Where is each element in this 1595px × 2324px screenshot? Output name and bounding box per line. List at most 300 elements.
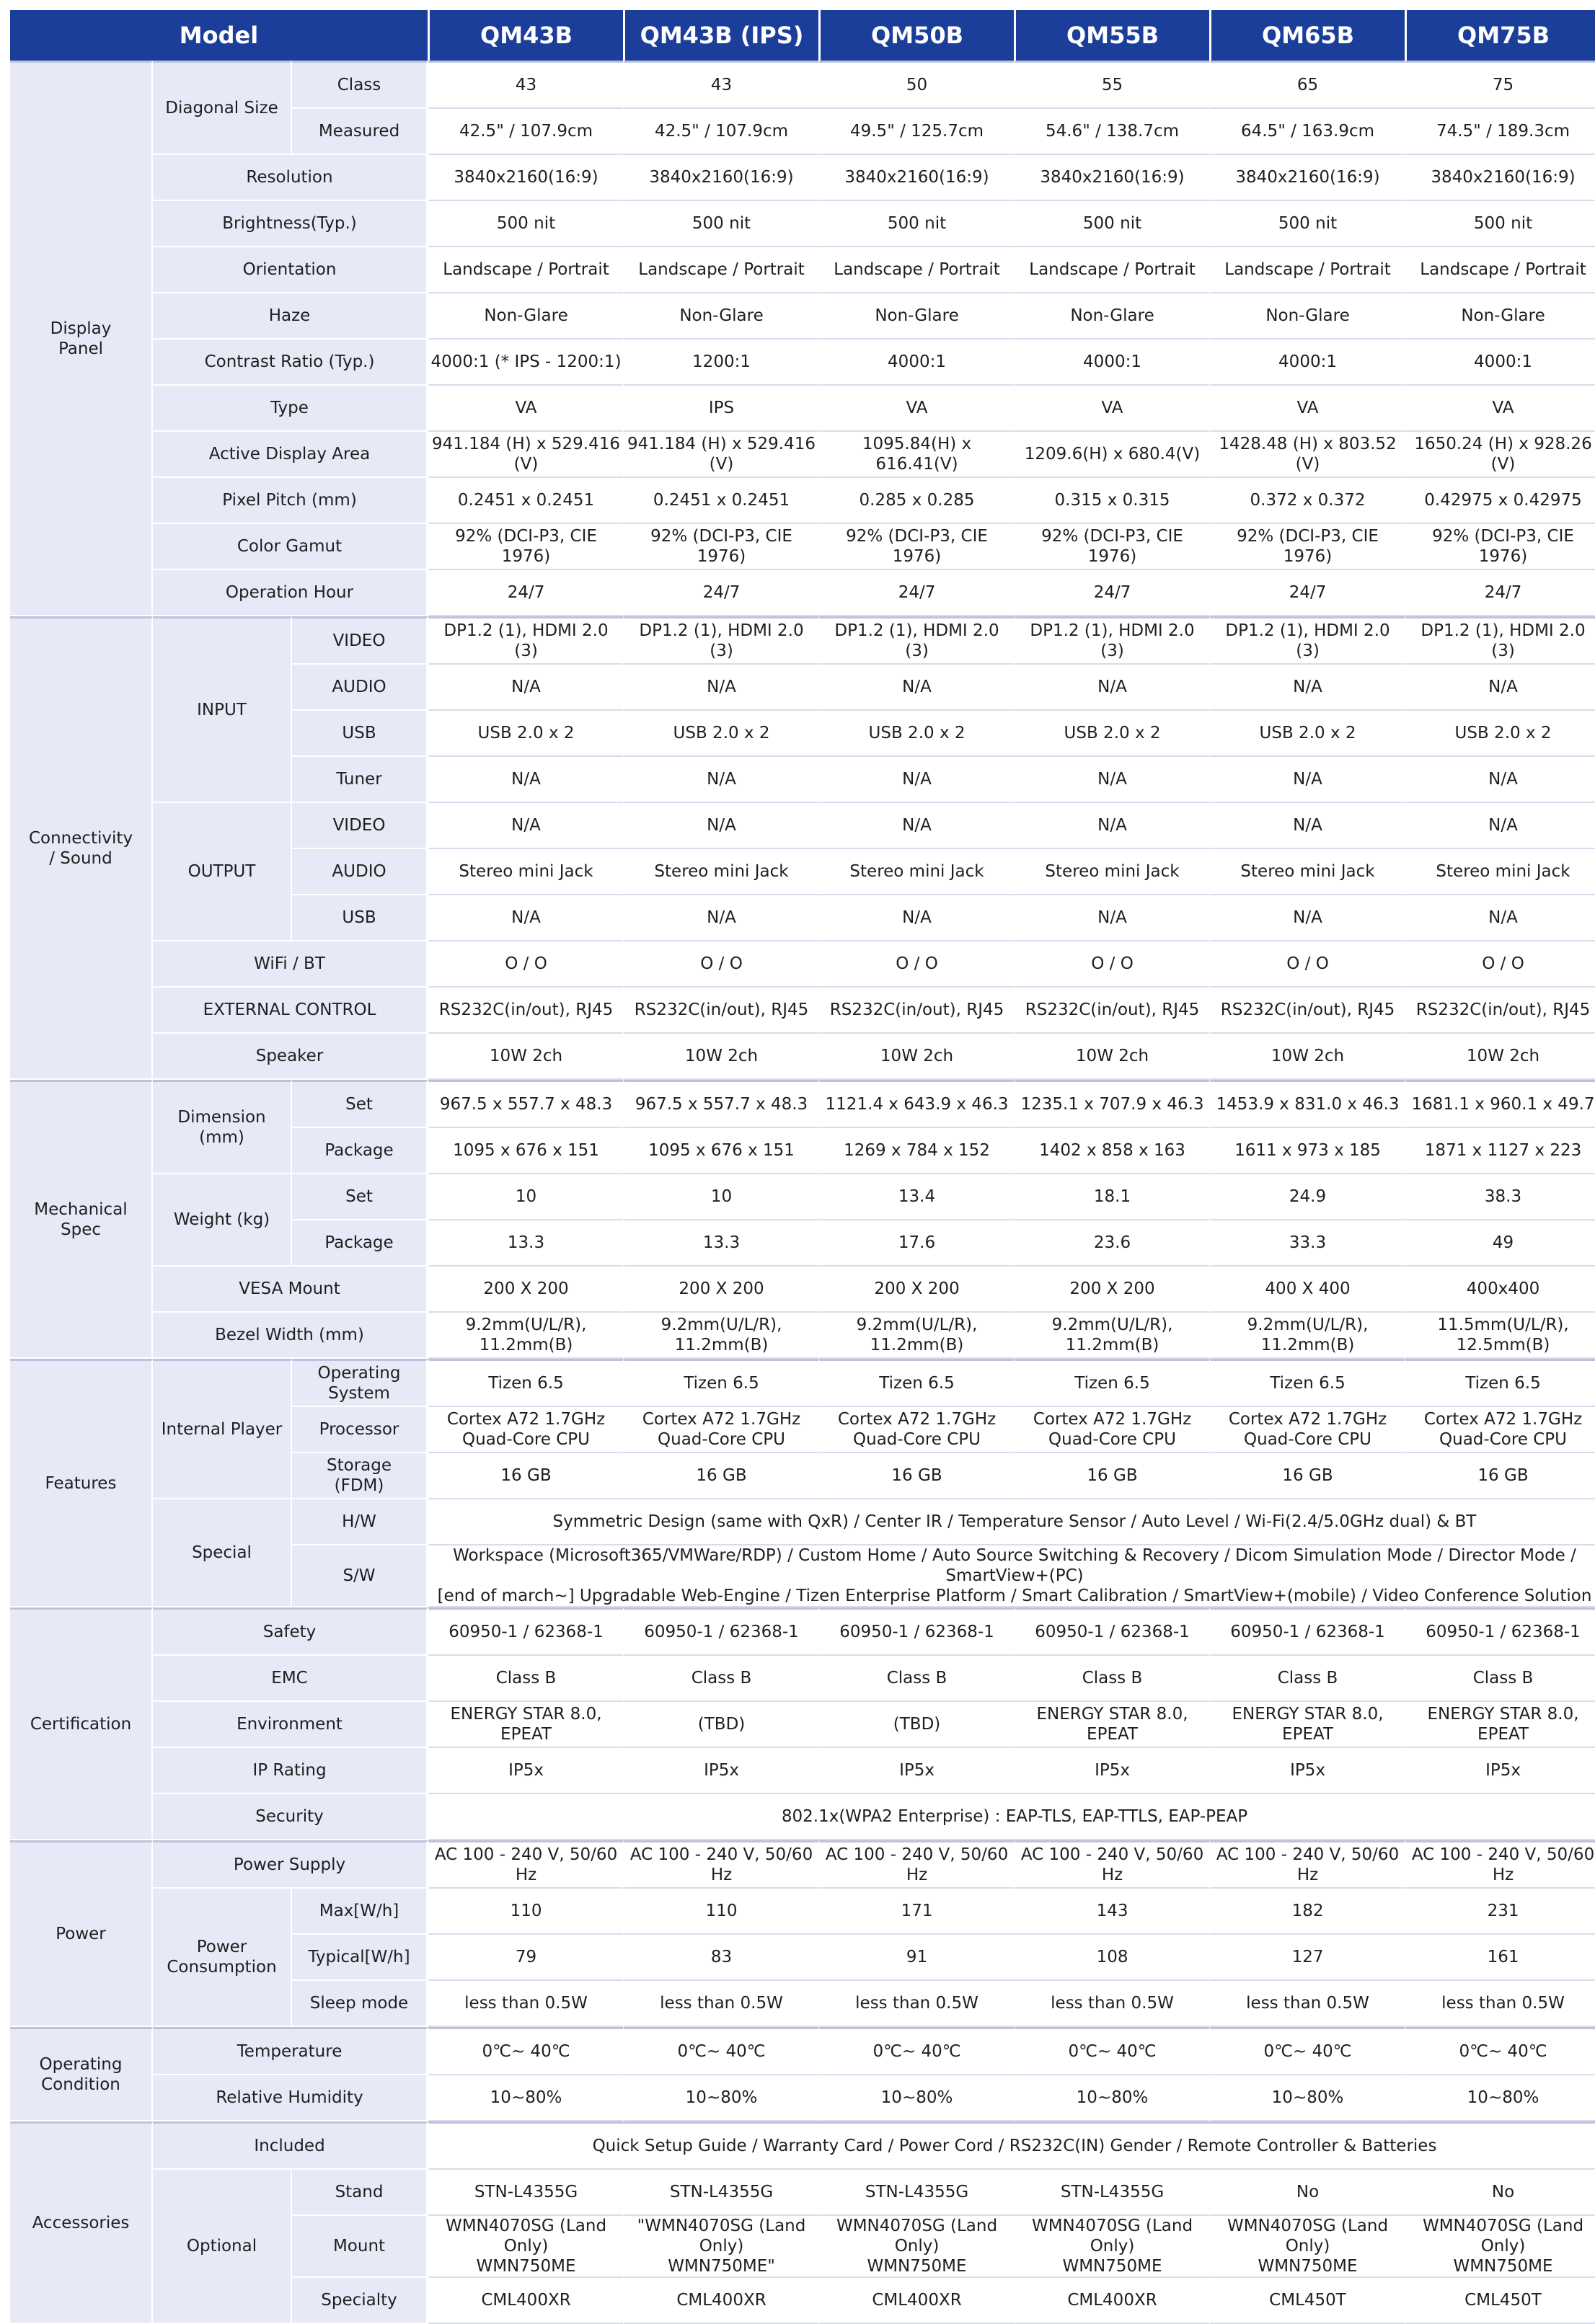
value-cell: 1650.24 (H) x 928.26 (V) (1405, 432, 1595, 478)
spec-label: Operation Hour (153, 570, 428, 616)
value-cell: N/A (1209, 895, 1405, 941)
value-cell: VA (1209, 386, 1405, 432)
spec-label: EXTERNAL CONTROL (153, 988, 428, 1034)
value-cell: VA (818, 386, 1014, 432)
spec-label: Included (153, 2121, 428, 2170)
sub-label: Max[W/h] (292, 1889, 428, 1935)
model-name: QM75B (1405, 10, 1595, 61)
value-cell: IP5x (1014, 1748, 1209, 1794)
table-row (10, 2027, 1595, 2075)
value-cell: 92% (DCI-P3, CIE 1976) (428, 524, 623, 570)
value-cell: O / O (1014, 941, 1209, 988)
spec-label: Safety (153, 1607, 428, 1656)
value-cell: 110 (623, 1889, 818, 1935)
value-cell: 0℃~ 40℃ (428, 2027, 623, 2075)
value-cell: 91 (818, 1935, 1014, 1981)
value-cell: WMN4070SG (Land Only) WMN750ME (1209, 2216, 1405, 2278)
value-cell: 9.2mm(U/L/R), 11.2mm(B) (623, 1313, 818, 1359)
value-cell: Class B (818, 1656, 1014, 1702)
value-cell: Tizen 6.5 (1014, 1359, 1209, 1407)
value-cell: 182 (1209, 1889, 1405, 1935)
value-cell: 60950-1 / 62368-1 (428, 1607, 623, 1656)
value-cell: USB 2.0 x 2 (818, 711, 1014, 757)
value-cell: CML400XR (1014, 2278, 1209, 2324)
value-cell: N/A (1209, 665, 1405, 711)
merged-value-cell: Workspace (Microsoft365/VMWare/RDP) / Custom Home / Auto Source Switching & Recovery / Dicom Simulation Mode / Director Mode / SmartView+(PC) [end of march~] Upgradable Web-Engine / Tizen Enterprise Platform / Smart Calibration / SmartView+(mobile) / Video Conference Solution (428, 1545, 1595, 1607)
value-cell: N/A (428, 803, 623, 849)
value-cell: 83 (623, 1935, 818, 1981)
value-cell: 500 nit (1405, 201, 1595, 247)
value-cell: 1453.9 x 831.0 x 46.3 (1209, 1080, 1405, 1128)
value-cell: 50 (818, 61, 1014, 109)
value-cell: 941.184 (H) x 529.416 (V) (428, 432, 623, 478)
value-cell: 0.2451 x 0.2451 (428, 478, 623, 524)
value-cell: Landscape / Portrait (1014, 247, 1209, 293)
value-cell: 92% (DCI-P3, CIE 1976) (1209, 524, 1405, 570)
table-body (10, 61, 1595, 2324)
value-cell: 0.315 x 0.315 (1014, 478, 1209, 524)
table-row (10, 432, 1595, 478)
value-cell: N/A (623, 665, 818, 711)
spec-label: Color Gamut (153, 524, 428, 570)
value-cell: Tizen 6.5 (818, 1359, 1014, 1407)
value-cell: Non-Glare (1209, 293, 1405, 340)
value-cell: 16 GB (818, 1453, 1014, 1499)
value-cell: CML400XR (428, 2278, 623, 2324)
value-cell: AC 100 - 240 V, 50/60 Hz (1209, 1840, 1405, 1889)
table-row (10, 1702, 1595, 1748)
value-cell: 1095 x 676 x 151 (623, 1128, 818, 1174)
value-cell: Non-Glare (623, 293, 818, 340)
spec-label: VESA Mount (153, 1267, 428, 1313)
value-cell: less than 0.5W (1209, 1981, 1405, 2027)
value-cell: 79 (428, 1935, 623, 1981)
value-cell: 400 X 400 (1209, 1267, 1405, 1313)
value-cell: 3840x2160(16:9) (1209, 155, 1405, 201)
table-row (10, 478, 1595, 524)
value-cell: 967.5 x 557.7 x 48.3 (623, 1080, 818, 1128)
value-cell: IP5x (623, 1748, 818, 1794)
value-cell: 43 (623, 61, 818, 109)
value-cell: 16 GB (1209, 1453, 1405, 1499)
value-cell: ENERGY STAR 8.0, EPEAT (1014, 1702, 1209, 1748)
table-row (10, 155, 1595, 201)
value-cell: Class B (623, 1656, 818, 1702)
value-cell: RS232C(in/out), RJ45 (1209, 988, 1405, 1034)
value-cell: N/A (428, 757, 623, 803)
value-cell: Cortex A72 1.7GHz Quad-Core CPU (1405, 1407, 1595, 1453)
sub-label: Package (292, 1220, 428, 1267)
table-row (10, 2170, 1595, 2216)
value-cell: 0.372 x 0.372 (1209, 478, 1405, 524)
sub-label: H/W (292, 1499, 428, 1545)
sub-label: Set (292, 1080, 428, 1128)
spec-label: Orientation (153, 247, 428, 293)
value-cell: 65 (1209, 61, 1405, 109)
value-cell: 60950-1 / 62368-1 (623, 1607, 818, 1656)
value-cell: 3840x2160(16:9) (818, 155, 1014, 201)
value-cell: DP1.2 (1), HDMI 2.0 (3) (428, 616, 623, 665)
value-cell: 75 (1405, 61, 1595, 109)
value-cell: N/A (818, 803, 1014, 849)
value-cell: N/A (818, 895, 1014, 941)
model-header: Model (10, 10, 428, 61)
table-row (10, 2075, 1595, 2121)
spec-label: Relative Humidity (153, 2075, 428, 2121)
value-cell: 49.5" / 125.7cm (818, 109, 1014, 155)
value-cell: Non-Glare (1014, 293, 1209, 340)
value-cell: 60950-1 / 62368-1 (1405, 1607, 1595, 1656)
value-cell: 1402 x 858 x 163 (1014, 1128, 1209, 1174)
value-cell: N/A (1405, 757, 1595, 803)
value-cell: 1200:1 (623, 340, 818, 386)
section-label: Certification (10, 1607, 153, 1840)
sub-label: Operating System (292, 1359, 428, 1407)
value-cell: 10W 2ch (623, 1034, 818, 1080)
value-cell: less than 0.5W (428, 1981, 623, 2027)
table-row (10, 386, 1595, 432)
value-cell: 161 (1405, 1935, 1595, 1981)
value-cell: Cortex A72 1.7GHz Quad-Core CPU (1209, 1407, 1405, 1453)
table-row (10, 803, 1595, 849)
value-cell: STN-L4355G (1014, 2170, 1209, 2216)
spec-label: Haze (153, 293, 428, 340)
value-cell: 24.9 (1209, 1174, 1405, 1220)
value-cell: DP1.2 (1), HDMI 2.0 (3) (1209, 616, 1405, 665)
value-cell: 10~80% (1209, 2075, 1405, 2121)
value-cell: IP5x (818, 1748, 1014, 1794)
value-cell: 1681.1 x 960.1 x 49.7 (1405, 1080, 1595, 1128)
model-name: QM50B (818, 10, 1014, 61)
value-cell: IPS (623, 386, 818, 432)
value-cell: N/A (1014, 803, 1209, 849)
value-cell: IP5x (428, 1748, 623, 1794)
value-cell: STN-L4355G (818, 2170, 1014, 2216)
value-cell: 10~80% (1405, 2075, 1595, 2121)
value-cell: 16 GB (1014, 1453, 1209, 1499)
value-cell: RS232C(in/out), RJ45 (428, 988, 623, 1034)
spec-label: Brightness(Typ.) (153, 201, 428, 247)
value-cell: DP1.2 (1), HDMI 2.0 (3) (818, 616, 1014, 665)
value-cell: 108 (1014, 1935, 1209, 1981)
value-cell: 24/7 (1014, 570, 1209, 616)
value-cell: 10W 2ch (1014, 1034, 1209, 1080)
value-cell: 500 nit (428, 201, 623, 247)
value-cell: N/A (428, 665, 623, 711)
value-cell: 10W 2ch (1405, 1034, 1595, 1080)
sub-label: USB (292, 895, 428, 941)
value-cell: 55 (1014, 61, 1209, 109)
value-cell: 3840x2160(16:9) (623, 155, 818, 201)
spec-table (10, 10, 1595, 2324)
value-cell: WMN4070SG (Land Only) WMN750ME (1014, 2216, 1209, 2278)
value-cell: 92% (DCI-P3, CIE 1976) (818, 524, 1014, 570)
value-cell: 92% (DCI-P3, CIE 1976) (623, 524, 818, 570)
value-cell: 10~80% (1014, 2075, 1209, 2121)
value-cell: 4000:1 (* IPS - 1200:1) (428, 340, 623, 386)
value-cell: N/A (1405, 803, 1595, 849)
value-cell: O / O (428, 941, 623, 988)
group-label: Internal Player (153, 1359, 292, 1499)
value-cell: 967.5 x 557.7 x 48.3 (428, 1080, 623, 1128)
table-row (10, 340, 1595, 386)
value-cell: 10~80% (428, 2075, 623, 2121)
value-cell: DP1.2 (1), HDMI 2.0 (3) (1405, 616, 1595, 665)
value-cell: IP5x (1209, 1748, 1405, 1794)
value-cell: 0℃~ 40℃ (1014, 2027, 1209, 2075)
value-cell: (TBD) (623, 1702, 818, 1748)
spec-sheet (10, 10, 1595, 2324)
group-label: Weight (kg) (153, 1174, 292, 1267)
table-row (10, 524, 1595, 570)
value-cell: 24/7 (623, 570, 818, 616)
value-cell: 17.6 (818, 1220, 1014, 1267)
section-label: Mechanical Spec (10, 1080, 153, 1359)
value-cell: 60950-1 / 62368-1 (1209, 1607, 1405, 1656)
value-cell: RS232C(in/out), RJ45 (818, 988, 1014, 1034)
sub-label: S/W (292, 1545, 428, 1607)
value-cell: 1121.4 x 643.9 x 46.3 (818, 1080, 1014, 1128)
value-cell: N/A (623, 895, 818, 941)
value-cell: Tizen 6.5 (623, 1359, 818, 1407)
value-cell: 42.5" / 107.9cm (623, 109, 818, 155)
value-cell: 171 (818, 1889, 1014, 1935)
sub-label: VIDEO (292, 616, 428, 665)
value-cell: "WMN4070SG (Land Only) WMN750ME" (623, 2216, 818, 2278)
table-row (10, 1840, 1595, 1889)
spec-label: Environment (153, 1702, 428, 1748)
value-cell: 54.6" / 138.7cm (1014, 109, 1209, 155)
value-cell: 127 (1209, 1935, 1405, 1981)
value-cell: 9.2mm(U/L/R), 11.2mm(B) (1209, 1313, 1405, 1359)
value-cell: 38.3 (1405, 1174, 1595, 1220)
table-row (10, 1748, 1595, 1794)
model-name: QM43B (IPS) (623, 10, 818, 61)
value-cell: 400x400 (1405, 1267, 1595, 1313)
value-cell: 24/7 (1405, 570, 1595, 616)
value-cell: DP1.2 (1), HDMI 2.0 (3) (623, 616, 818, 665)
value-cell: 0℃~ 40℃ (818, 2027, 1014, 2075)
value-cell: AC 100 - 240 V, 50/60 Hz (1014, 1840, 1209, 1889)
spec-label: Type (153, 386, 428, 432)
table-row (10, 1794, 1595, 1840)
value-cell: Landscape / Portrait (623, 247, 818, 293)
value-cell: RS232C(in/out), RJ45 (623, 988, 818, 1034)
value-cell: ENERGY STAR 8.0, EPEAT (1405, 1702, 1595, 1748)
sub-label: Set (292, 1174, 428, 1220)
table-row (10, 616, 1595, 665)
table-row (10, 293, 1595, 340)
value-cell: 49 (1405, 1220, 1595, 1267)
value-cell: 16 GB (1405, 1453, 1595, 1499)
table-row (10, 61, 1595, 109)
value-cell: STN-L4355G (623, 2170, 818, 2216)
table-row (10, 1656, 1595, 1702)
value-cell: 4000:1 (818, 340, 1014, 386)
value-cell: Cortex A72 1.7GHz Quad-Core CPU (428, 1407, 623, 1453)
value-cell: AC 100 - 240 V, 50/60 Hz (1405, 1840, 1595, 1889)
value-cell: 1209.6(H) x 680.4(V) (1014, 432, 1209, 478)
value-cell: RS232C(in/out), RJ45 (1405, 988, 1595, 1034)
spec-label: Active Display Area (153, 432, 428, 478)
value-cell: 10W 2ch (428, 1034, 623, 1080)
value-cell: WMN4070SG (Land Only) WMN750ME (1405, 2216, 1595, 2278)
model-name: QM55B (1014, 10, 1209, 61)
value-cell: N/A (1405, 895, 1595, 941)
group-label: Power Consumption (153, 1889, 292, 2027)
value-cell: CML450T (1209, 2278, 1405, 2324)
value-cell: N/A (1209, 803, 1405, 849)
value-cell: Tizen 6.5 (428, 1359, 623, 1407)
value-cell: O / O (818, 941, 1014, 988)
value-cell: 60950-1 / 62368-1 (818, 1607, 1014, 1656)
value-cell: 4000:1 (1014, 340, 1209, 386)
value-cell: (TBD) (818, 1702, 1014, 1748)
value-cell: 0.2451 x 0.2451 (623, 478, 818, 524)
table-row (10, 1174, 1595, 1220)
table-row (10, 1267, 1595, 1313)
value-cell: N/A (1405, 665, 1595, 711)
value-cell: 10W 2ch (818, 1034, 1014, 1080)
value-cell: 64.5" / 163.9cm (1209, 109, 1405, 155)
table-row (10, 1607, 1595, 1656)
spec-label: Bezel Width (mm) (153, 1313, 428, 1359)
value-cell: 1428.48 (H) x 803.52 (V) (1209, 432, 1405, 478)
value-cell: Cortex A72 1.7GHz Quad-Core CPU (623, 1407, 818, 1453)
spec-label: WiFi / BT (153, 941, 428, 988)
value-cell: 9.2mm(U/L/R), 11.2mm(B) (428, 1313, 623, 1359)
value-cell: 13.3 (623, 1220, 818, 1267)
table-row (10, 1359, 1595, 1407)
value-cell: Class B (1209, 1656, 1405, 1702)
value-cell: USB 2.0 x 2 (623, 711, 818, 757)
value-cell: O / O (1209, 941, 1405, 988)
value-cell: Class B (428, 1656, 623, 1702)
value-cell: 500 nit (623, 201, 818, 247)
sub-label: Stand (292, 2170, 428, 2216)
value-cell: 10 (623, 1174, 818, 1220)
value-cell: Stereo mini Jack (623, 849, 818, 895)
value-cell: Non-Glare (1405, 293, 1595, 340)
value-cell: 23.6 (1014, 1220, 1209, 1267)
table-row (10, 2121, 1595, 2170)
value-cell: N/A (623, 803, 818, 849)
value-cell: VA (1014, 386, 1209, 432)
sub-label: Processor (292, 1407, 428, 1453)
value-cell: 9.2mm(U/L/R), 11.2mm(B) (1014, 1313, 1209, 1359)
value-cell: 1871 x 1127 x 223 (1405, 1128, 1595, 1174)
value-cell: Cortex A72 1.7GHz Quad-Core CPU (818, 1407, 1014, 1453)
value-cell: CML450T (1405, 2278, 1595, 2324)
value-cell: Stereo mini Jack (1405, 849, 1595, 895)
table-header (10, 10, 1595, 61)
value-cell: N/A (818, 665, 1014, 711)
value-cell: Tizen 6.5 (1405, 1359, 1595, 1407)
value-cell: 16 GB (623, 1453, 818, 1499)
value-cell: USB 2.0 x 2 (428, 711, 623, 757)
value-cell: 0℃~ 40℃ (1405, 2027, 1595, 2075)
value-cell: 43 (428, 61, 623, 109)
value-cell: N/A (1014, 665, 1209, 711)
sub-label: Sleep mode (292, 1981, 428, 2027)
value-cell: 3840x2160(16:9) (1405, 155, 1595, 201)
value-cell: VA (1405, 386, 1595, 432)
sub-label: Package (292, 1128, 428, 1174)
value-cell: Stereo mini Jack (818, 849, 1014, 895)
value-cell: less than 0.5W (1014, 1981, 1209, 2027)
value-cell: Non-Glare (818, 293, 1014, 340)
value-cell: 13.4 (818, 1174, 1014, 1220)
value-cell: 18.1 (1014, 1174, 1209, 1220)
value-cell: 92% (DCI-P3, CIE 1976) (1405, 524, 1595, 570)
value-cell: N/A (428, 895, 623, 941)
value-cell: Class B (1014, 1656, 1209, 1702)
spec-label: Power Supply (153, 1840, 428, 1889)
section-label: Operating Condition (10, 2027, 153, 2121)
value-cell: O / O (623, 941, 818, 988)
sub-label: Measured (292, 109, 428, 155)
value-cell: Class B (1405, 1656, 1595, 1702)
value-cell: 200 X 200 (428, 1267, 623, 1313)
spec-label: EMC (153, 1656, 428, 1702)
sub-label: Specialty (292, 2278, 428, 2324)
sub-label: AUDIO (292, 849, 428, 895)
table-row (10, 988, 1595, 1034)
section-label: Accessories (10, 2121, 153, 2324)
sub-label: VIDEO (292, 803, 428, 849)
sub-label: Tuner (292, 757, 428, 803)
value-cell: Non-Glare (428, 293, 623, 340)
value-cell: 500 nit (818, 201, 1014, 247)
value-cell: CML400XR (623, 2278, 818, 2324)
value-cell: 24/7 (428, 570, 623, 616)
value-cell: 92% (DCI-P3, CIE 1976) (1014, 524, 1209, 570)
section-label: Connectivity / Sound (10, 616, 153, 1080)
value-cell: N/A (623, 757, 818, 803)
value-cell: WMN4070SG (Land Only) WMN750ME (428, 2216, 623, 2278)
value-cell: DP1.2 (1), HDMI 2.0 (3) (1014, 616, 1209, 665)
table-row (10, 1034, 1595, 1080)
value-cell: 4000:1 (1209, 340, 1405, 386)
group-label: Dimension (mm) (153, 1080, 292, 1174)
spec-label: IP Rating (153, 1748, 428, 1794)
value-cell: 1235.1 x 707.9 x 46.3 (1014, 1080, 1209, 1128)
group-label: Diagonal Size (153, 61, 292, 155)
table-row (10, 247, 1595, 293)
value-cell: Stereo mini Jack (428, 849, 623, 895)
value-cell: 1095.84(H) x 616.41(V) (818, 432, 1014, 478)
value-cell: 231 (1405, 1889, 1595, 1935)
value-cell: 0℃~ 40℃ (623, 2027, 818, 2075)
value-cell: RS232C(in/out), RJ45 (1014, 988, 1209, 1034)
value-cell: Cortex A72 1.7GHz Quad-Core CPU (1014, 1407, 1209, 1453)
table-row (10, 1889, 1595, 1935)
section-label: Features (10, 1359, 153, 1607)
value-cell: AC 100 - 240 V, 50/60 Hz (428, 1840, 623, 1889)
value-cell: CML400XR (818, 2278, 1014, 2324)
value-cell: 0℃~ 40℃ (1209, 2027, 1405, 2075)
value-cell: Stereo mini Jack (1014, 849, 1209, 895)
model-name: QM65B (1209, 10, 1405, 61)
value-cell: 0.42975 x 0.42975 (1405, 478, 1595, 524)
value-cell: 200 X 200 (623, 1267, 818, 1313)
value-cell: N/A (818, 757, 1014, 803)
value-cell: 0.285 x 0.285 (818, 478, 1014, 524)
value-cell: ENERGY STAR 8.0, EPEAT (428, 1702, 623, 1748)
table-row (10, 941, 1595, 988)
value-cell: IP5x (1405, 1748, 1595, 1794)
value-cell: 60950-1 / 62368-1 (1014, 1607, 1209, 1656)
